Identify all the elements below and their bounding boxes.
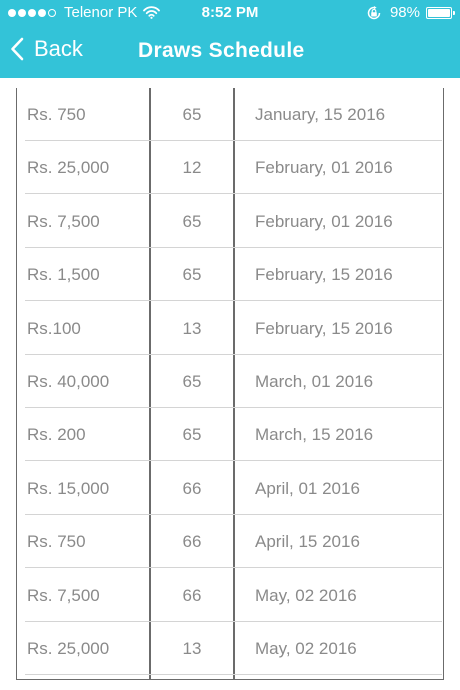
table-row bbox=[17, 569, 442, 622]
prize-count: 66 bbox=[182, 532, 202, 552]
draws-schedule-table[interactable] bbox=[16, 88, 444, 680]
draw-date: May, 02 2016 bbox=[255, 639, 357, 658]
back-button[interactable] bbox=[10, 36, 83, 62]
table-row bbox=[17, 515, 442, 568]
prize-count: 66 bbox=[182, 478, 202, 498]
prize-count: 12 bbox=[182, 158, 202, 178]
prize-amount: Rs. 750 bbox=[27, 532, 86, 552]
prize-count: 66 bbox=[182, 585, 202, 605]
rotation-lock-icon bbox=[366, 6, 390, 20]
table-row bbox=[17, 141, 442, 194]
prize-amount: Rs. 25,000 bbox=[27, 158, 110, 178]
battery-percent: 98% bbox=[389, 4, 420, 21]
prize-count: 65 bbox=[182, 372, 202, 391]
carrier-name: Telenor PK bbox=[64, 4, 138, 21]
prize-count: 65 bbox=[182, 425, 202, 445]
draw-date: January, 15 2016 bbox=[255, 105, 386, 124]
draw-date: February, 01 2016 bbox=[255, 158, 393, 178]
navigation-bar bbox=[0, 26, 460, 78]
table-row bbox=[17, 622, 442, 675]
draw-date: February, 15 2016 bbox=[255, 318, 393, 338]
prize-count: 65 bbox=[182, 265, 202, 285]
draw-date: May, 02 2016 bbox=[255, 585, 357, 605]
prize-amount: Rs. 40,000 bbox=[27, 372, 110, 391]
table-row bbox=[17, 302, 442, 355]
row-divider bbox=[25, 674, 442, 675]
table-row bbox=[17, 88, 442, 141]
prize-amount: Rs. 7,500 bbox=[27, 585, 100, 605]
page-title: Draws Schedule bbox=[138, 39, 305, 62]
status-bar bbox=[0, 0, 460, 26]
draw-date: March, 15 2016 bbox=[255, 425, 374, 445]
battery-level bbox=[428, 9, 450, 17]
table-row bbox=[17, 408, 442, 461]
prize-amount: Rs. 200 bbox=[27, 425, 86, 445]
prize-amount: Rs. 15,000 bbox=[27, 478, 110, 498]
table-row bbox=[17, 462, 442, 515]
prize-amount: Rs. 750 bbox=[27, 105, 86, 124]
draw-date: February, 01 2016 bbox=[255, 211, 393, 231]
battery-icon bbox=[426, 7, 452, 19]
back-label: Back bbox=[34, 36, 83, 61]
prize-amount: Rs. 1,500 bbox=[27, 265, 100, 285]
prize-amount: Rs.100 bbox=[27, 318, 81, 338]
draw-date: February, 15 2016 bbox=[255, 265, 393, 285]
draw-date: April, 15 2016 bbox=[255, 532, 360, 552]
prize-count: 65 bbox=[182, 105, 202, 124]
prize-count: 13 bbox=[182, 639, 202, 658]
prize-count: 65 bbox=[182, 211, 202, 231]
draw-date: March, 01 2016 bbox=[255, 372, 374, 391]
table-row bbox=[17, 248, 442, 301]
prize-count: 13 bbox=[182, 318, 202, 338]
draw-date: April, 01 2016 bbox=[255, 478, 360, 498]
chevron-left-icon bbox=[10, 37, 24, 61]
table-row bbox=[17, 355, 442, 408]
status-time: 8:52 PM bbox=[201, 4, 259, 21]
app-header bbox=[0, 0, 460, 78]
table-row bbox=[17, 195, 442, 248]
status-right bbox=[366, 4, 452, 21]
prize-amount: Rs. 7,500 bbox=[27, 211, 100, 231]
prize-amount: Rs. 25,000 bbox=[27, 639, 110, 658]
